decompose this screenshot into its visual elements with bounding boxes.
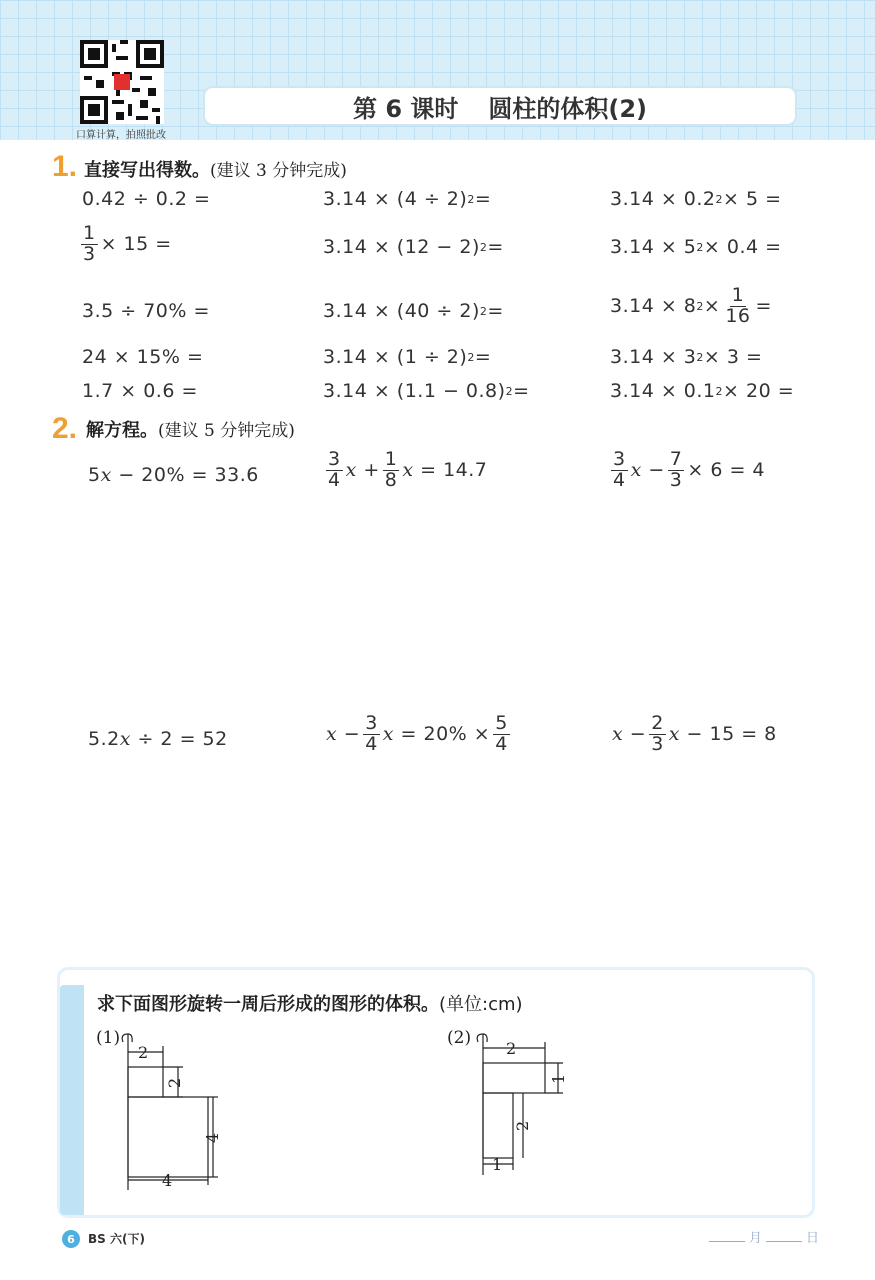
figure2-diagram — [468, 1030, 578, 1180]
calc-r2-c1: $\frac{1}{3}$ × 15 = — [83, 222, 172, 265]
section1-title-text: 直接写出得数。 — [84, 160, 210, 181]
date-field — [705, 1227, 819, 1246]
figure1-dim-top-height: 2 — [165, 1077, 184, 1088]
calc-r5-c2: 3.14 × (1.1 − 0.8) 2 = — [323, 380, 530, 402]
equation-1: 5 x − 20% = 33.6 — [88, 464, 259, 486]
calc-r2-c3: 3.14 × 5 2 × 0.4 = — [610, 236, 782, 258]
calc-r3-c2: 3.14 × (40 ÷ 2) 2 = — [323, 300, 504, 322]
figure2-label: (2) — [447, 1028, 472, 1048]
equation-2: $\frac{3}{4}$ x + $\frac{1}{8}$ x = 14.7 — [328, 448, 488, 491]
calc-r2-c2: 3.14 × (12 − 2) 2 = — [323, 236, 504, 258]
figure1-diagram — [110, 1030, 240, 1195]
section2-title-text: 解方程。 — [86, 420, 158, 441]
figure2-dim-top-height: 1 — [549, 1073, 568, 1084]
equation-6: x − $\frac{2}{3}$ x − 15 = 8 — [612, 712, 777, 755]
equation-3: $\frac{3}{4}$ x − $\frac{7}{3}$ × 6 = 4 — [613, 448, 766, 491]
extension-question: 求下面图形旋转一周后形成的图形的体积。 — [97, 994, 439, 1015]
book-edition: BS 六(下) — [88, 1232, 145, 1246]
figure2-dim-bottom-height: 2 — [513, 1120, 532, 1131]
calc-r5-c1: 1.7 × 0.6 = — [82, 380, 198, 402]
extension-title — [97, 990, 523, 1016]
figure1-dim-top-width: 2 — [138, 1043, 149, 1062]
calc-r4-c2: 3.14 × (1 ÷ 2) 2 = — [323, 346, 492, 368]
section2-hint: (建议 5 分钟完成) — [158, 421, 295, 441]
calc-r1-c2: 3.14 × (4 ÷ 2) 2 = — [323, 188, 492, 210]
equation-5: x − $\frac{3}{4}$ x = 20% × $\frac{5}{4}$ — [326, 712, 508, 755]
calc-r5-c3: 3.14 × 0.1 2 × 20 = — [610, 380, 795, 402]
section1-number: 1. — [52, 150, 78, 183]
figure1-label: (1) — [96, 1028, 121, 1048]
figure1-dim-bottom-height: 4 — [203, 1132, 222, 1143]
section1-title — [84, 156, 347, 182]
month-label: 月 — [749, 1231, 763, 1246]
lesson-number: 第 6 课时 — [352, 94, 459, 123]
figure1-dim-bottom-width: 4 — [162, 1171, 173, 1190]
extension-side-tab — [60, 985, 84, 1215]
calc-r1-c3: 3.14 × 0.2 2 × 5 = — [610, 188, 782, 210]
figure2-dim-bottom-width: 1 — [492, 1155, 503, 1174]
day-blank — [766, 1241, 802, 1242]
page-title — [205, 88, 795, 124]
qr-caption: 口算计算，拍照批改 — [76, 130, 166, 141]
calc-r3-c3: 3.14 × 8 2 × $\frac{1}{16}$ = — [610, 284, 772, 327]
figure2-dim-top-width: 2 — [506, 1039, 517, 1058]
qr-code[interactable] — [80, 40, 164, 124]
page-number: 6 — [62, 1230, 80, 1248]
calc-r3-c1: 3.5 ÷ 70% = — [82, 300, 210, 322]
section2-title — [86, 416, 295, 442]
calc-r1-c1: 0.42 ÷ 0.2 = — [82, 188, 211, 210]
section1-hint: (建议 3 分钟完成) — [210, 161, 347, 181]
month-blank — [709, 1241, 745, 1242]
extension-unit: (单位:cm) — [439, 994, 523, 1015]
calc-r4-c1: 24 × 15% = — [82, 346, 204, 368]
equation-4: 5.2 x ÷ 2 = 52 — [88, 728, 228, 750]
day-label: 日 — [806, 1231, 820, 1246]
calc-r4-c3: 3.14 × 3 2 × 3 = — [610, 346, 763, 368]
lesson-topic: 圆柱的体积(2) — [488, 94, 648, 123]
section2-number: 2. — [52, 412, 78, 445]
